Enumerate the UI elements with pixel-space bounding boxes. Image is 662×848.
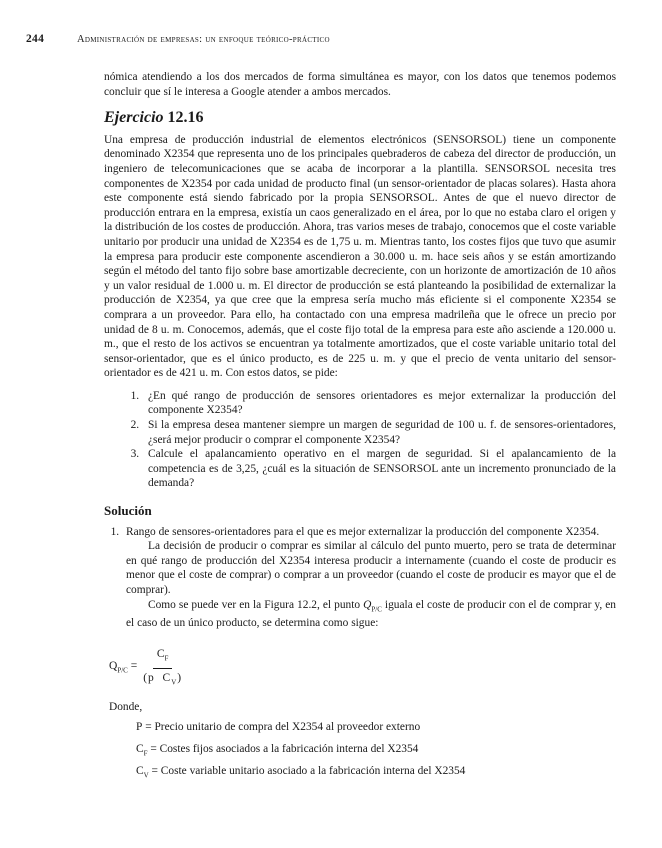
page-header bbox=[26, 33, 626, 45]
exercise-title-word: Ejercicio bbox=[104, 109, 164, 127]
solution-item-heading: Rango de sensores-orientadores para el que es mejor externalizar la producción del componente X2354. bbox=[126, 525, 600, 538]
definition-symbol: C bbox=[136, 765, 144, 778]
definition-text: = Coste variable unitario asociado a la fabricación interna del X2354 bbox=[148, 765, 466, 778]
formula-lhs-subscript: P/C bbox=[117, 666, 128, 675]
formula-lhs bbox=[109, 659, 137, 678]
page-number: 244 bbox=[26, 33, 45, 45]
solution-paragraph: La decisión de producir o comprar es similar al cálculo del punto muerto, pero se trata de determinar en qué rango de producción del X2354 interesa producir a internamente (cuando el coste de producir es menor que el coste de comprar) o comprar a un proveedor (cuando el coste de producir es mayor que el de comprar). bbox=[126, 540, 616, 596]
exercise-statement: Una empresa de producción industrial de elementos electrónicos (SENSORSOL) tiene un componente denominado X2354 que representa uno de los principales quebraderos de cabeza del director de producción, un ingeniero de telecomunicaciones que se acaba de incorporar a la plantilla. SENSORSOL necesita tres componentes de X2354 por cada unidad de producto final (un sensor-orientador de placas solares). Hasta ahora este componente está siendo fabricado por la propia SENSORSOL. Antes de que el nuevo director de producción entrara en la empresa, existía un caos generalizado en el área, por lo que no estaba claro el origen y la distribución de los costes de producción. Ahora, tras varios meses de trabajo, conocemos que el coste variable unitario por producir una unidad de X2354 es de 1,75 u. m. Mientras tanto, los costes fijos que tuvo que asumir la empresa para producir este componente ascendieron a 30.000 u. m. hace seis años y se están amortizando según el método del tanto fijo sobre base amortizable decreciente, con un horizonte de amortización de 10 años y un valor residual de 1.000 u. m. El director de producción se está planteando la posibilidad de externalizar la producción de X2354, ya que cree que la empresa sería mucho más eficiente si el componente X2354 se comprara a un proveedor. Para ello, ha contactado con una empresa madrileña que le ofrece un precio por unidad de 8 u. m. Conocemos, además, que el coste fijo total de la empresa para este año asciende a 120.000 u. m., que el resto de los activos se encuentran ya totalmente amortizados, que el coste variable unitario total del sensor-orientador, que es el único producto, es de 225 u. m. y que el precio de venta unitario del sensor-orientador es de 421 u. m. Con estos datos, se pide: bbox=[104, 133, 616, 380]
exercise-title bbox=[104, 111, 616, 126]
definition-symbol: C bbox=[136, 743, 144, 756]
formula-fraction bbox=[143, 647, 182, 690]
definition-symbol: P bbox=[136, 721, 143, 734]
definitions-list bbox=[136, 720, 616, 783]
solution-paragraph bbox=[126, 598, 616, 631]
running-title: Administración de empresas: un enfoque teórico-práctico bbox=[76, 34, 330, 45]
question-item: 2. Si la empresa desea mantener siempre un margen de seguridad de 100 u. f. de sensores-orientadores, ¿será mejor producir o comprar el componente X2354? bbox=[142, 418, 616, 447]
q-subscript: P/C bbox=[371, 604, 382, 613]
definition-item bbox=[136, 764, 616, 783]
definition-item bbox=[136, 720, 616, 739]
definition-text: = Costes fijos asociados a la fabricación interna del X2354 bbox=[147, 743, 419, 756]
question-item: 3. Calcule el apalancamiento operativo en el margen de seguridad. Si el apalancamiento de la competencia es de 3,25, ¿cuál es la situación de SENSORSOL ante un incremento pronunciado de la demanda? bbox=[142, 447, 616, 491]
denominator-symbol: C bbox=[162, 671, 172, 684]
page-content bbox=[104, 70, 616, 786]
q-symbol: Q bbox=[363, 598, 372, 611]
intro-paragraph: nómica atendiendo a los dos mercados de forma simultánea es mayor, con los datos que tenemos podemos concluir que sí le interesa a Google atender a ambos mercados. bbox=[104, 71, 616, 98]
formula-lhs-symbol: Q bbox=[109, 660, 118, 672]
definition-text: = Precio unitario de compra del X2354 al proveedor externo bbox=[142, 721, 421, 734]
numerator-subscript: F bbox=[164, 654, 169, 663]
denominator-close: ) bbox=[177, 671, 183, 684]
numerator-symbol: C bbox=[156, 648, 165, 661]
exercise-title-number: 12.16 bbox=[167, 109, 204, 127]
formula-denominator bbox=[143, 669, 182, 690]
text-run: iguala el coste de producir con el de comprar y, en el caso de un único producto, se determina como sigue: bbox=[126, 598, 617, 630]
formula-numerator bbox=[153, 647, 173, 669]
solution-list bbox=[104, 525, 616, 783]
text-run: Como se puede ver en la Figura 12.2, el punto bbox=[148, 598, 364, 611]
definition-subscript: F bbox=[143, 749, 148, 758]
solution-item bbox=[109, 525, 617, 783]
formula-equals: = bbox=[127, 660, 138, 672]
definition-subscript: V bbox=[143, 771, 149, 780]
solution-title: Solución bbox=[104, 503, 152, 519]
question-item: 1. ¿En qué rango de producción de sensores orientadores es mejor externalizar la producción del componente X2354? bbox=[142, 389, 616, 418]
exercise-questions bbox=[104, 389, 616, 491]
denominator-subscript: V bbox=[171, 678, 178, 687]
donde-label: Donde, bbox=[109, 700, 143, 713]
break-even-formula bbox=[109, 647, 616, 690]
definition-item bbox=[136, 742, 616, 761]
denominator-open: (p bbox=[143, 671, 155, 684]
